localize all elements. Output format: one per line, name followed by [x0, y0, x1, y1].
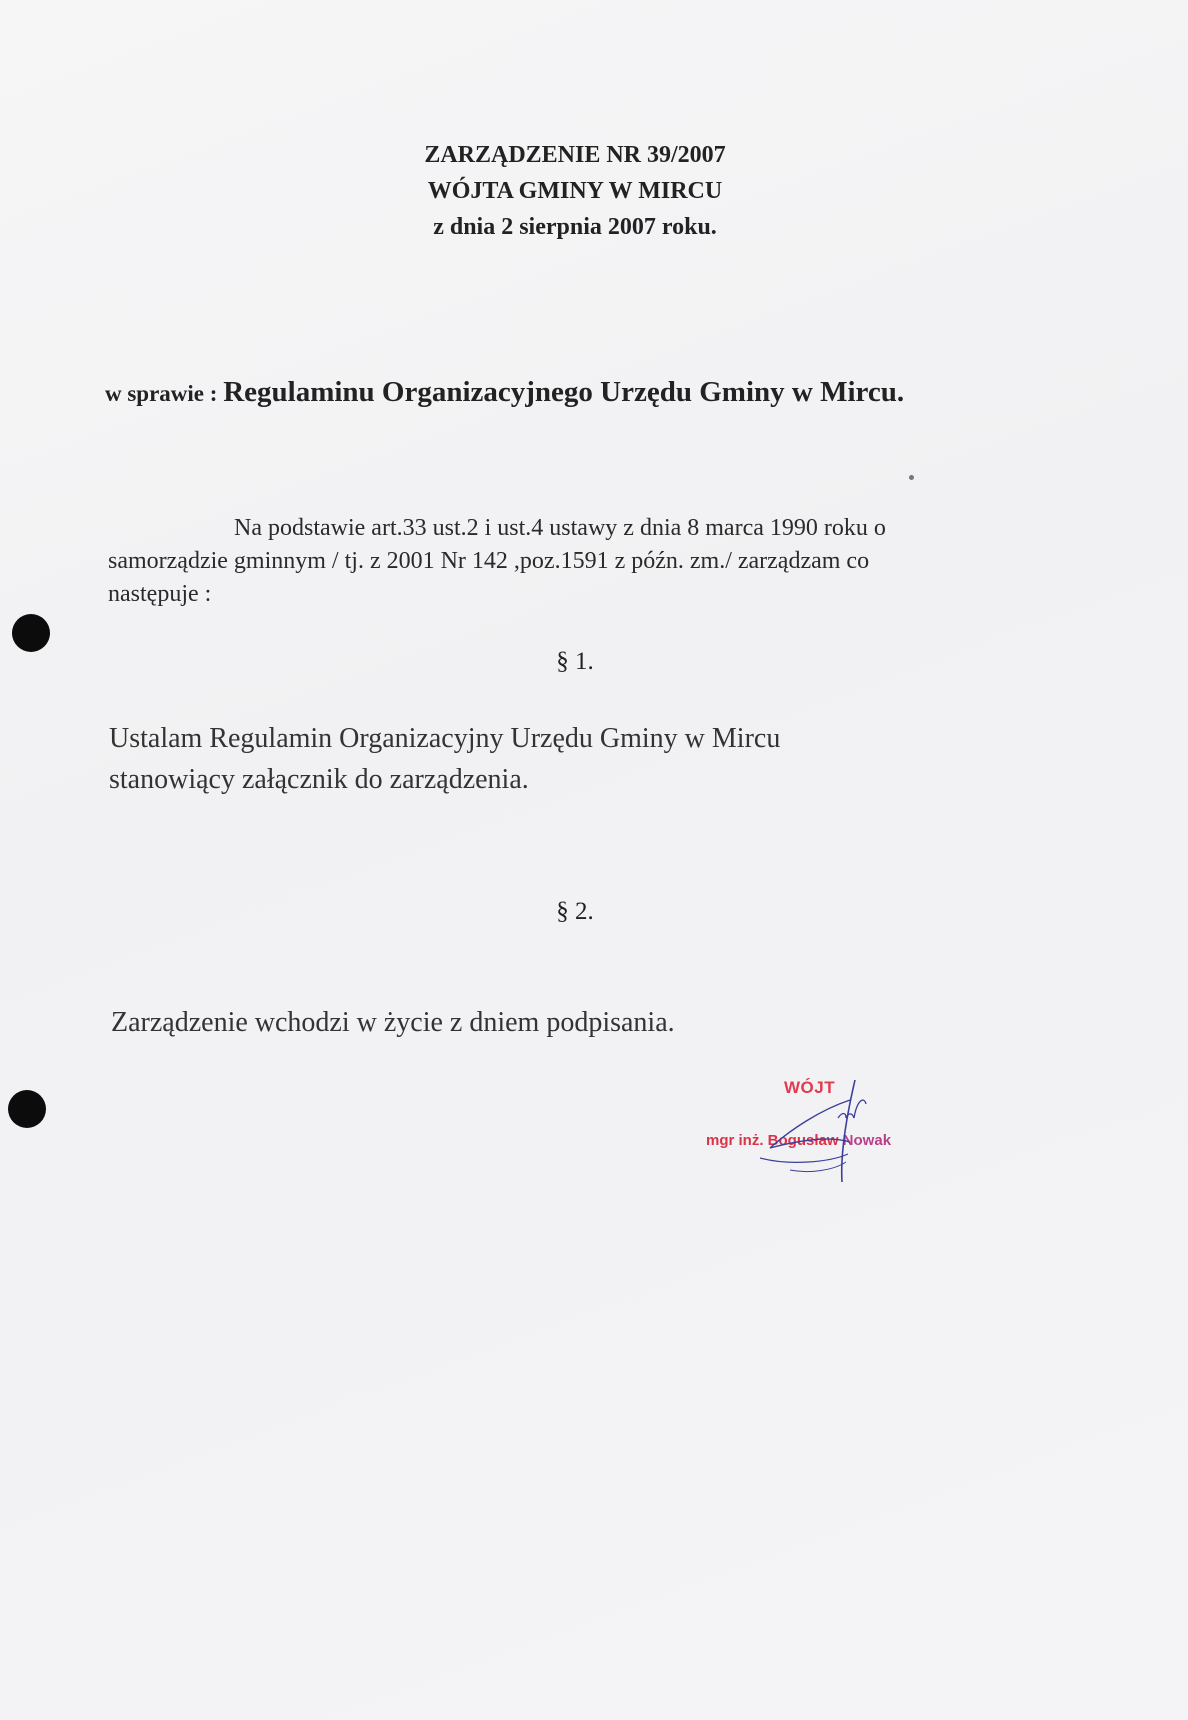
section-1-line: stanowiący załącznik do zarządzenia.	[109, 764, 529, 795]
document-header	[0, 137, 1150, 245]
subject-prefix: w sprawie :	[105, 381, 224, 406]
stamp-title: WÓJT	[784, 1078, 836, 1097]
header-title: ZARZĄDZENIE NR 39/2007	[424, 142, 726, 168]
legal-basis-line: samorządzie gminnym / tj. z 2001 Nr 142 ,poz.1591 z późn. zm./ zarządzam co	[108, 548, 870, 574]
section-1-text	[109, 718, 780, 800]
section-1-line: Ustalam Regulamin Organizacyjny Urzędu Gminy w Mircu	[109, 723, 781, 754]
header-issuer: WÓJTA GMINY W MIRCU	[427, 178, 723, 204]
stamp-name-prefix: mgr inż. Bogusław	[706, 1132, 839, 1149]
subject-line	[105, 376, 904, 409]
scan-speck	[909, 475, 914, 480]
stamp-name-surname: Nowak	[838, 1132, 892, 1149]
section-2-label: § 2.	[556, 898, 594, 925]
punch-hole	[8, 1090, 46, 1128]
legal-basis	[108, 512, 1048, 611]
legal-basis-line: Na podstawie art.33 ust.2 i ust.4 ustawy z dnia 8 marca 1990 roku o	[234, 515, 886, 541]
header-date: z dnia 2 sierpnia 2007 roku.	[433, 214, 717, 240]
subject-title: Regulaminu Organizacyjnego Urzędu Gminy w Mircu.	[223, 376, 905, 408]
official-stamp	[700, 1070, 930, 1190]
handwritten-signature	[730, 1070, 890, 1190]
section-2-text: Zarządzenie wchodzi w życie z dniem podpisania.	[111, 1007, 675, 1038]
punch-hole	[12, 614, 50, 652]
legal-basis-line: następuje :	[108, 581, 212, 607]
section-1-label: § 1.	[556, 648, 594, 675]
